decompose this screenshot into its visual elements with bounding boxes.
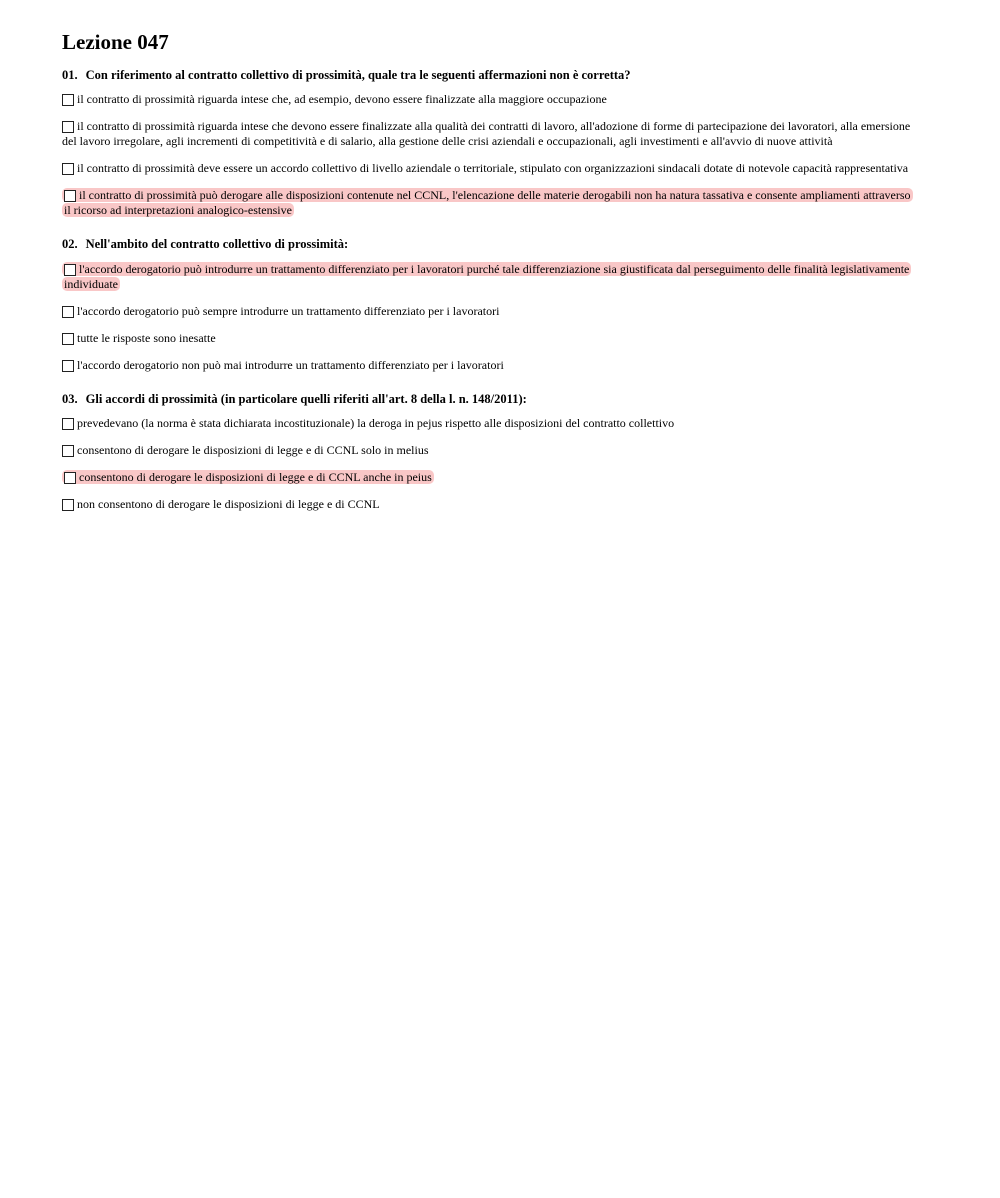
answer-text: il contratto di prossimità può derogare alle disposizioni contenute nel CCNL, l'elencazione delle materie derogabili non ha natura tassativa e consente ampliamenti attraverso il ricorso ad interpretazioni analogico-estensive (64, 188, 911, 218)
answer-checkbox[interactable] (64, 472, 76, 484)
correct-answer-highlight (62, 470, 434, 484)
answer-option (62, 331, 938, 346)
answer-text: il contratto di prossimità riguarda intese che, ad esempio, devono essere finalizzate alla maggiore occupazione (77, 92, 607, 107)
answer-option (62, 443, 938, 458)
answer-text: prevedevano (la norma è stata dichiarata incostituzionale) la deroga in pejus rispetto alle disposizioni del contratto collettivo (77, 415, 675, 430)
question-title (62, 67, 938, 83)
answer-option (62, 416, 938, 431)
question-number: 03. (62, 391, 78, 406)
answer-checkbox[interactable] (62, 445, 74, 457)
question-number: 02. (62, 237, 78, 252)
question-text: Nell'ambito del contratto collettivo di prossimità: (85, 237, 349, 252)
answer-text: consentono di derogare le disposizioni di legge e di CCNL anche in peius (79, 469, 432, 484)
answer-option-correct (62, 470, 938, 485)
answer-text: il contratto di prossimità deve essere un accordo collettivo di livello aziendale o territoriale, stipulato con organizzazioni sindacali dotate di notevole capacità rappresentativa (77, 161, 909, 176)
answer-option (62, 304, 938, 319)
answer-checkbox[interactable] (62, 499, 74, 511)
answer-checkbox[interactable] (62, 306, 74, 318)
answer-checkbox[interactable] (62, 360, 74, 372)
answer-checkbox[interactable] (62, 418, 74, 430)
answer-checkbox[interactable] (62, 121, 74, 133)
question-02 (62, 236, 938, 372)
question-01 (62, 67, 938, 218)
answer-text: consentono di derogare le disposizioni di legge e di CCNL solo in melius (77, 442, 429, 457)
question-text: Gli accordi di prossimità (in particolare quelli riferiti all'art. 8 della l. n. 148/2011): (85, 391, 527, 406)
answer-option-correct (62, 262, 938, 292)
question-title (62, 391, 938, 407)
answer-checkbox[interactable] (62, 333, 74, 345)
page-title: Lezione 047 (62, 30, 169, 54)
answer-text: l'accordo derogatorio non può mai introdurre un trattamento differenziato per i lavoratori (77, 357, 504, 372)
answer-text: l'accordo derogatorio può sempre introdurre un trattamento differenziato per i lavoratori (77, 303, 500, 318)
answer-option (62, 358, 938, 373)
answer-checkbox[interactable] (62, 163, 74, 175)
question-03 (62, 391, 938, 512)
answer-option (62, 161, 938, 176)
answer-option-correct (62, 188, 938, 218)
answer-option (62, 92, 938, 107)
answer-text: non consentono di derogare le disposizioni di legge e di CCNL (77, 496, 380, 511)
answer-checkbox[interactable] (64, 190, 76, 202)
correct-answer-highlight (62, 188, 913, 217)
question-title (62, 236, 938, 252)
answer-text: l'accordo derogatorio può introdurre un trattamento differenziato per i lavoratori purché tale differenziazione sia giustificata dal perseguimento delle finalità legislativamente individuate (64, 261, 910, 291)
answer-option (62, 497, 938, 512)
answer-checkbox[interactable] (64, 264, 76, 276)
answer-option (62, 119, 938, 149)
question-text: Con riferimento al contratto collettivo di prossimità, quale tra le seguenti affermazioni non è corretta? (85, 68, 631, 83)
correct-answer-highlight (62, 262, 911, 291)
question-number: 01. (62, 68, 78, 83)
answer-checkbox[interactable] (62, 94, 74, 106)
answer-text: tutte le risposte sono inesatte (77, 330, 216, 345)
document-page (0, 0, 1000, 512)
answer-text: il contratto di prossimità riguarda intese che devono essere finalizzate alla qualità dei contratti di lavoro, all'adozione di forme di partecipazione dei lavoratori, alla emersione del lavoro irregolare, agli incrementi di competitività e di salario, alla gestione delle crisi aziendali e occupazionali, agli investimenti e all'avvio di nuove attività (62, 119, 911, 149)
